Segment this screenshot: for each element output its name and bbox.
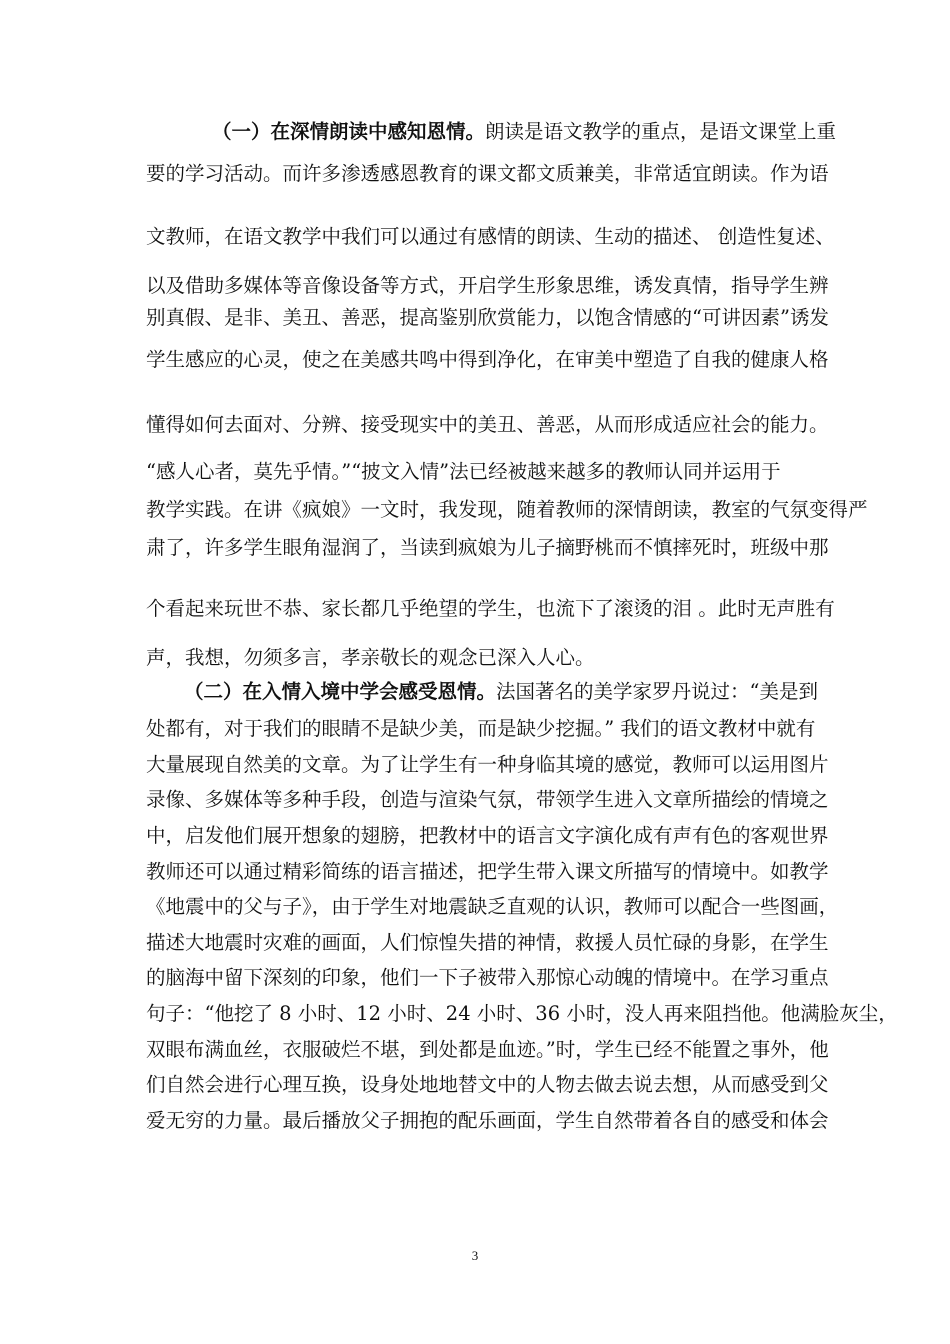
section-heading-1: （一）在深情朗读中感知恩情。 [212,120,486,143]
para2-line5: 中，启发他们展开想象的翅膀，把教材中的语言文字演化成有声有色的客观世界 [146,824,829,847]
page-number: 3 [471,1248,479,1263]
para2-line8: 描述大地震时灾难的画面，人们惊惶失措的神情，救援人员忙碌的身影，在学生 [146,931,829,954]
para1-line4: 以及借助多媒体等音像设备等方式，开启学生形象思维，诱发真情，指导学生辨 [146,274,829,297]
para2-line10: 句子：“他挖了 8 小时、12 小时、24 小时、36 小时，没人再来阻挡他。他满脸灰尘， [146,1002,898,1025]
para2-line11: 双眼布满血丝，衣服破烂不堪，到处都是血迹。”时，学生已经不能置之事外，他 [146,1038,829,1061]
para2-line3: 大量展现自然美的文章。为了让学生有一种身临其境的感觉，教师可以运用图片 [146,753,829,776]
para1-line6: 学生感应的心灵，使之在美感共鸣中得到净化，在审美中塑造了自我的健康人格 [146,348,829,371]
para1-line10: 肃了，许多学生眼角湿润了，当读到疯娘为儿子摘野桃而不慎摔死时，班级中那 [146,536,829,559]
para1-line1: （一）在深情朗读中感知恩情。朗读是语文教学的重点，是语文课堂上重 [212,120,837,143]
para2-line7: 《地震中的父与子》，由于学生对地震缺乏直观的认识，教师可以配合一些图画， [146,895,839,918]
para2-line12: 们自然会进行心理互换，设身处地地替文中的人物去做去说去想，从而感受到父 [146,1073,829,1096]
para2-line9: 的脑海中留下深刻的印象，他们一下子被带入那惊心动魄的情境中。在学习重点 [146,966,829,989]
para1-line9: 教学实践。在讲《疯娘》一文时，我发现，随着教师的深情朗读，教室的气氛变得严 [146,498,868,521]
para1-line2: 要的学习活动。而许多渗透感恩教育的课文都文质兼美，非常适宜朗读。作为语 [146,162,829,185]
para2-line2: 处都有，对于我们的眼睛不是缺少美，而是缺少挖掘。” 我们的语文教材中就有 [146,717,816,740]
para2-line1: （二）在入情入境中学会感受恩情。法国著名的美学家罗丹说过：“美是到 [184,680,818,703]
para1-line3: 文教师，在语文教学中我们可以通过有感情的朗读、生动的描述、 创造性复述、 [146,225,835,248]
para2-line6: 教师还可以通过精彩简练的语言描述，把学生带入课文所描写的情境中。如教学 [146,860,829,883]
para2-line4: 录像、多媒体等多种手段，创造与渲染气氛，带领学生进入文章所描绘的情境之 [146,788,829,811]
para1-line11: 个看起来玩世不恭、家长都几乎绝望的学生，也流下了滚烫的泪 。此时无声胜有 [146,597,835,620]
para1-line12: 声，我想，勿须多言，孝亲敬长的观念已深入人心。 [146,646,595,669]
para1-line5: 别真假、是非、美丑、善恶，提高鉴别欣赏能力，以饱含情感的“可讲因素”诱发 [146,306,829,329]
para2-line13: 爱无穷的力量。最后播放父子拥抱的配乐画面，学生自然带着各自的感受和体会 [146,1109,829,1132]
para1-line8: “感人心者，莫先乎情。”“披文入情”法已经被越来越多的教师认同并运用于 [146,460,781,483]
section-heading-2: （二）在入情入境中学会感受恩情。 [184,680,497,703]
para1-line7: 懂得如何去面对、分辨、接受现实中的美丑、善恶，从而形成适应社会的能力。 [146,413,829,436]
